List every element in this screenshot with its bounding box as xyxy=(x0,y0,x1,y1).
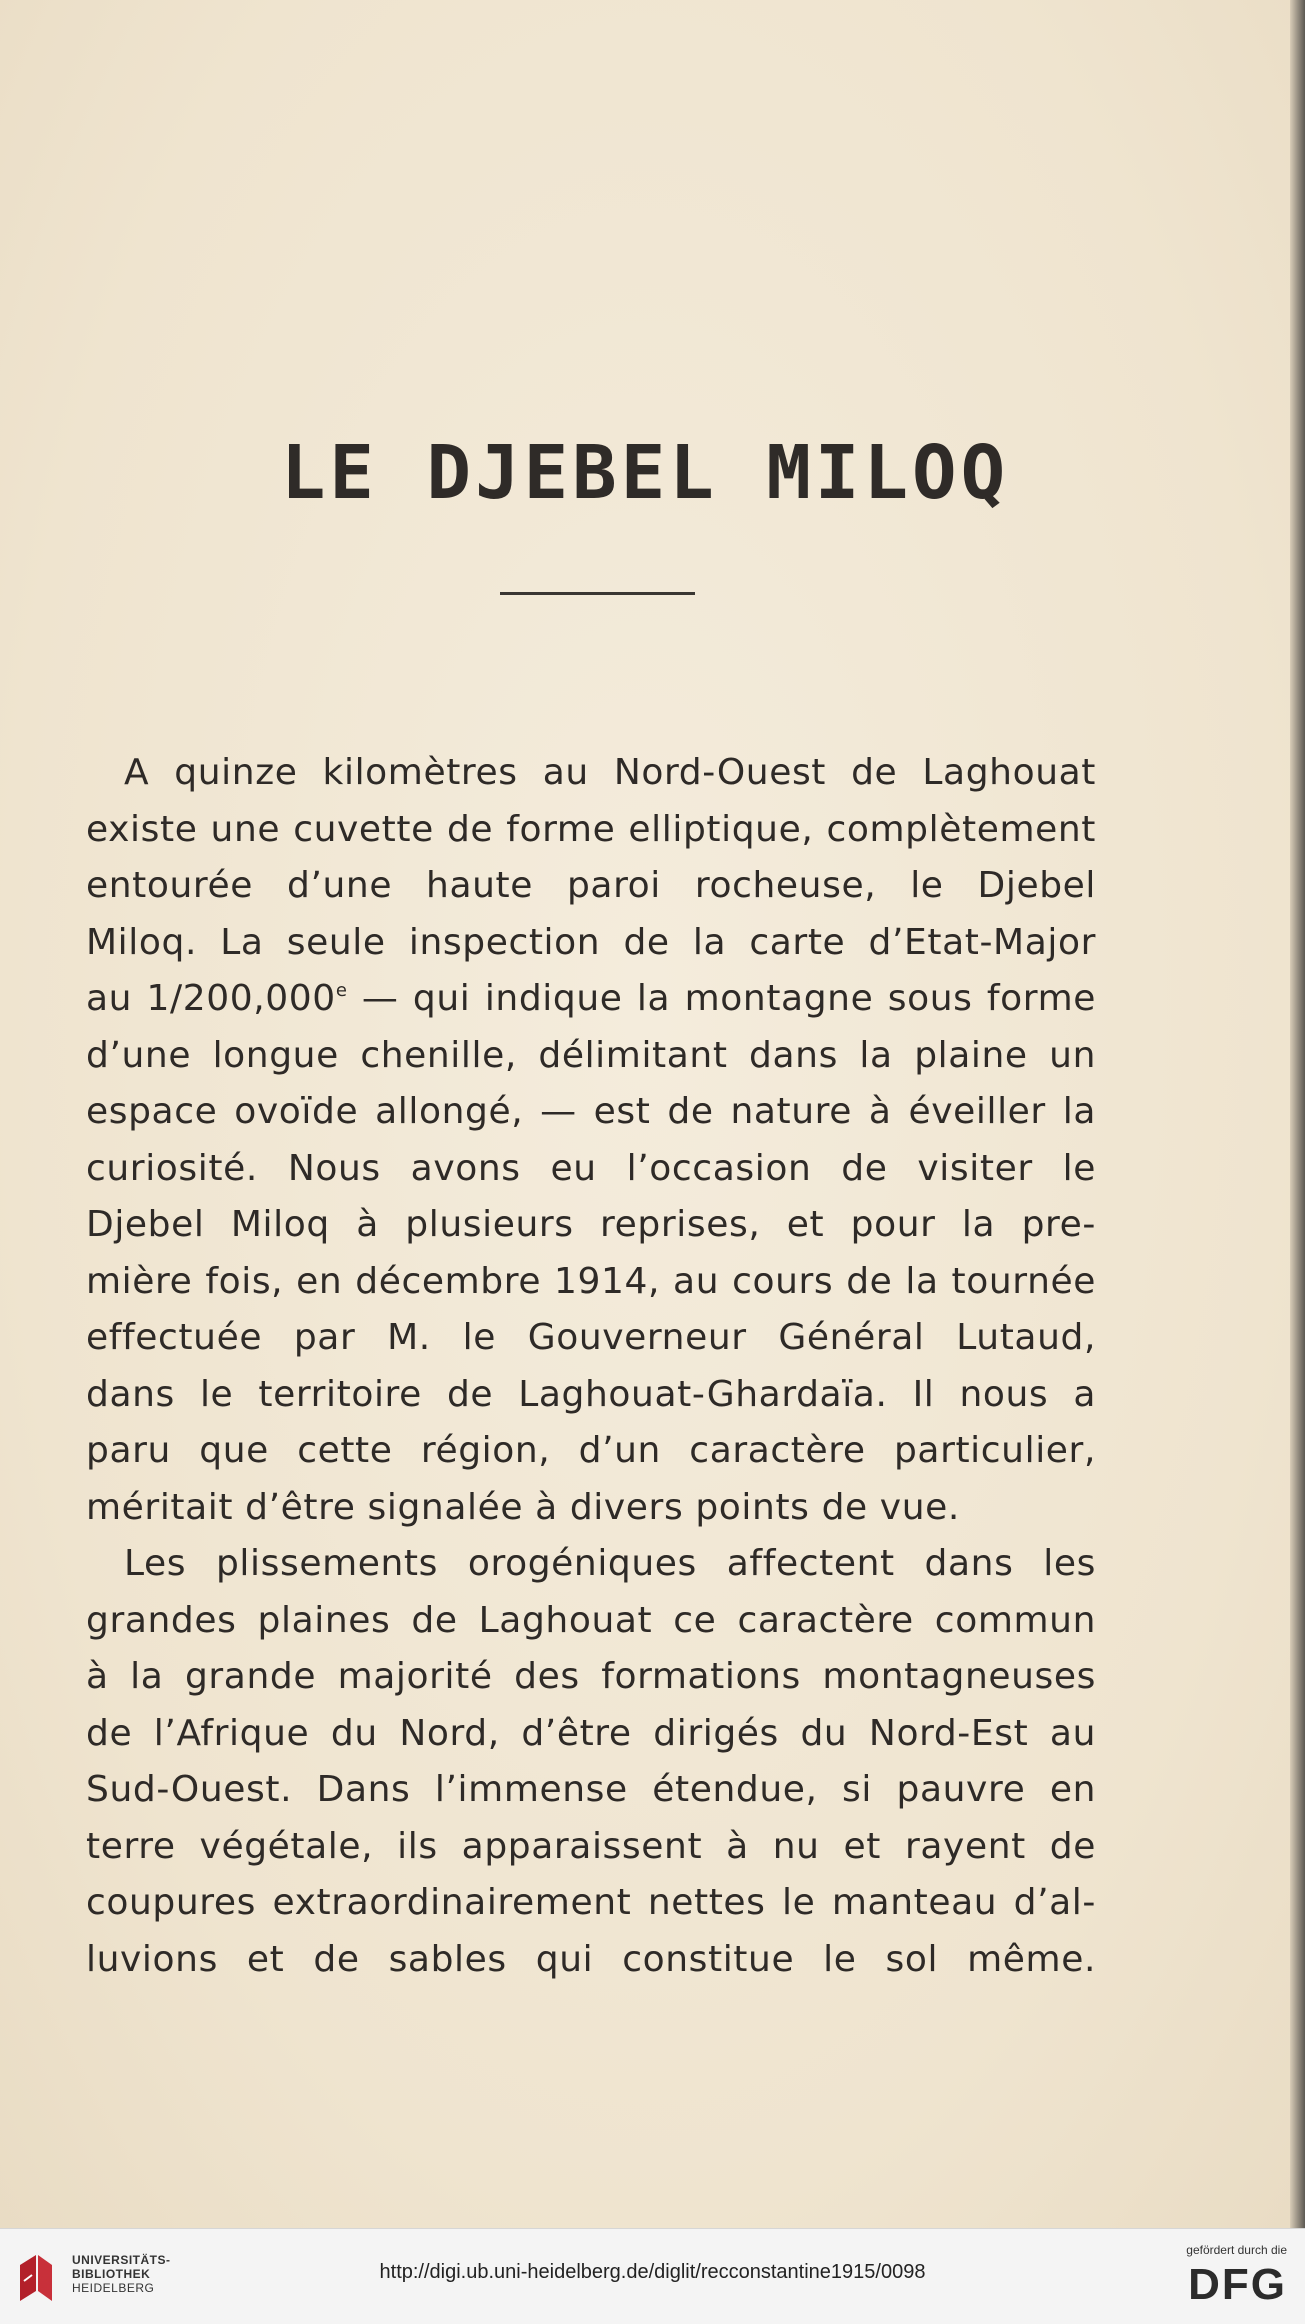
scale-value: au 1/200,000 xyxy=(86,978,336,1019)
body-text xyxy=(86,745,1096,1988)
library-name-line: BIBLIOTHEK xyxy=(72,2267,151,2281)
line-continuation: — qui indique la montagne sous forme xyxy=(347,978,1096,1019)
sponsor-block xyxy=(1147,2243,1287,2307)
text-line xyxy=(86,971,1096,1028)
text-line: Djebel Miloq à plusieurs reprises, et pour la pre- xyxy=(86,1204,1096,1245)
text-line: Les plissements orogéniques affectent dans les xyxy=(124,1543,1096,1584)
ordinal-superscript: e xyxy=(335,980,348,1001)
page-edge-shadow xyxy=(1290,0,1305,2228)
text-line: à la grande majorité des formations montagneuses xyxy=(86,1656,1096,1697)
text-line: méritait d’être signalée à divers points de vue. xyxy=(86,1486,960,1528)
text-line: dans le territoire de Laghouat-Ghardaïa. Il nous a xyxy=(86,1373,1096,1415)
text-line: grandes plaines de Laghouat ce caractère commun xyxy=(86,1599,1096,1641)
title-rule xyxy=(500,592,695,595)
text-line: d’une longue chenille, délimitant dans la plaine un xyxy=(86,1034,1096,1076)
text-line: mière fois, en décembre 1914, au cours de la tournée xyxy=(86,1260,1096,1302)
text-line: coupures extraordinairement nettes le manteau d’al- xyxy=(86,1882,1096,1923)
text-line: Sud-Ouest. Dans l’immense étendue, si pauvre en xyxy=(86,1769,1096,1810)
viewer-footer xyxy=(0,2228,1305,2324)
library-name-line: UNIVERSITÄTS- xyxy=(72,2253,171,2267)
text-line: A quinze kilomètres au Nord-Ouest de Laghouat xyxy=(124,752,1096,793)
text-line: paru que cette région, d’un caractère particulier, xyxy=(86,1430,1096,1471)
text-line: de l’Afrique du Nord, d’être dirigés du Nord-Est au xyxy=(86,1712,1096,1754)
dfg-logo: DFG xyxy=(1188,2260,1287,2309)
text-line: effectuée par M. le Gouverneur Général Lutaud, xyxy=(86,1317,1096,1358)
text-line: curiosité. Nous avons eu l’occasion de visiter le xyxy=(86,1147,1096,1189)
text-line: existe une cuvette de forme elliptique, complètement xyxy=(86,808,1096,850)
text-line: entourée d’une haute paroi rocheuse, le Djebel xyxy=(86,865,1096,906)
text-line: terre végétale, ils apparaissent à nu et rayent de xyxy=(86,1825,1096,1867)
text-line: Miloq. La seule inspection de la carte d’Etat-Major xyxy=(86,921,1096,963)
source-url-link[interactable]: http://digi.ub.uni-heidelberg.de/diglit/recconstantine1915/0098 xyxy=(379,2261,926,2283)
sponsor-caption: gefördert durch die xyxy=(1186,2243,1287,2257)
library-name-line: HEIDELBERG xyxy=(72,2281,155,2295)
page-title: LE DJEBEL MILOQ xyxy=(280,430,1010,516)
text-line: luvions et de sables qui constitue le sol même. xyxy=(86,1938,1096,1980)
text-line: espace ovoïde allongé, — est de nature à éveiller la xyxy=(86,1091,1096,1132)
